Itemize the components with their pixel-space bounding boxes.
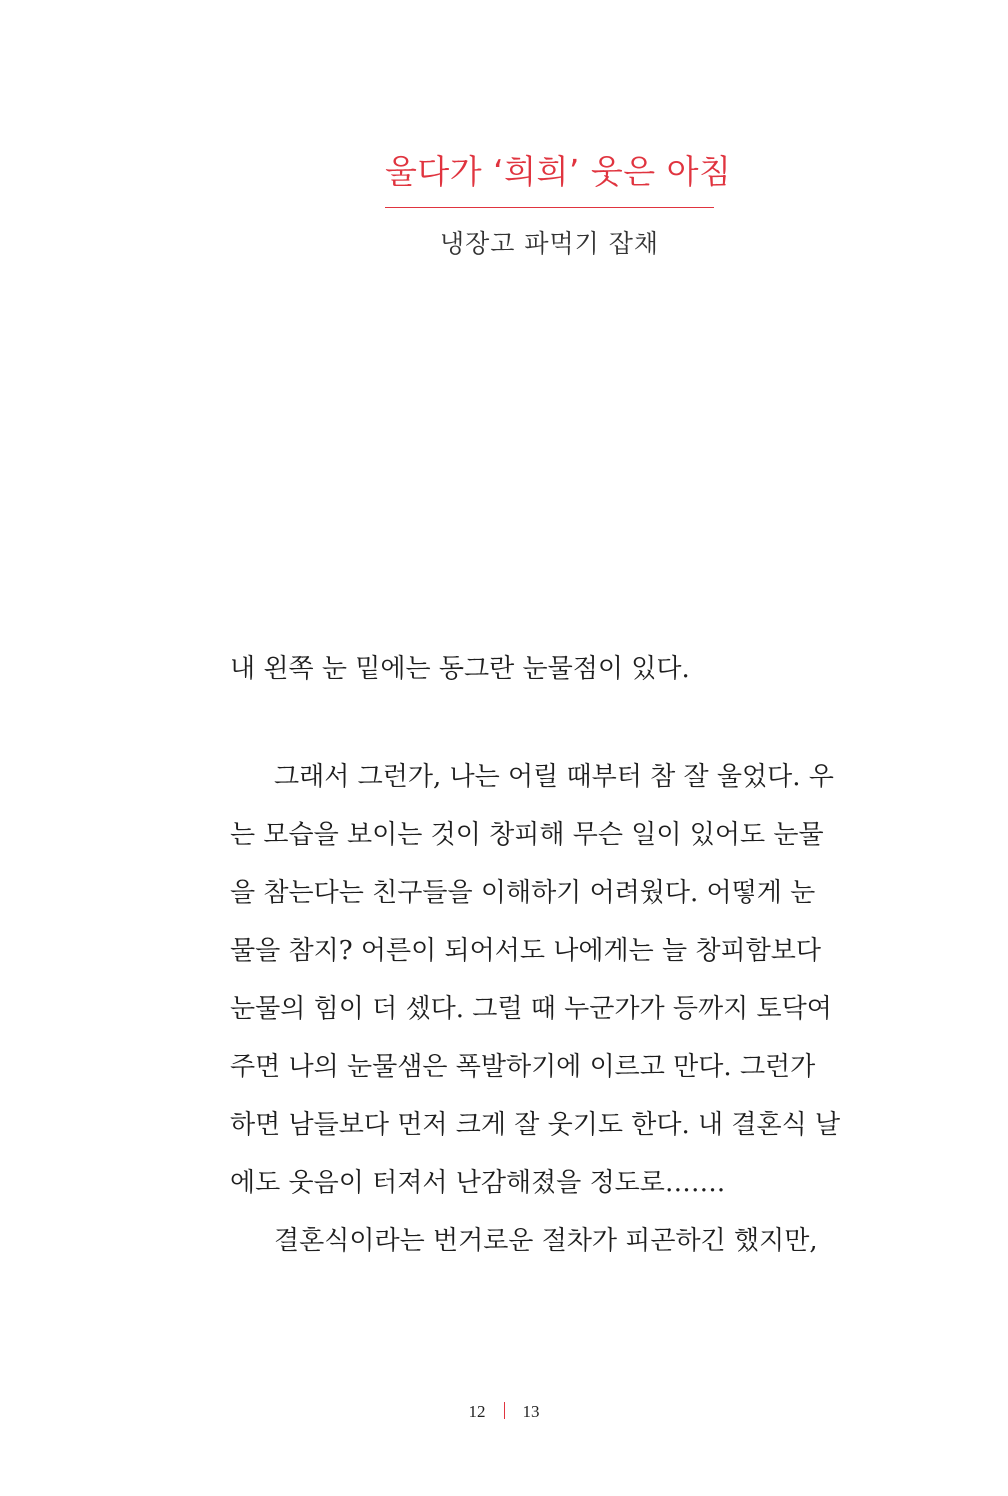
next-paragraph-line: 결혼식이라는 번거로운 절차가 피곤하긴 했지만, [274,1226,818,1256]
left-page-number: 12 [468,1402,486,1421]
chapter-title: 울다가 ‘희희’ 웃은 아침 [385,152,732,191]
chapter-heading [385,148,732,258]
title-divider [385,207,714,208]
folio-separator [504,1402,505,1419]
paragraph-line: 에도 웃음이 터져서 난감해졌을 정도로……. [230,1168,726,1198]
paragraph-line: 그래서 그런가, 나는 어릴 때부터 참 잘 울었다. 우 [274,762,834,792]
chapter-subtitle: 냉장고 파먹기 잡채 [439,229,660,258]
page-numbers [0,1400,1008,1424]
paragraph-line: 는 모습을 보이는 것이 창피해 무슨 일이 있어도 눈물 [230,820,824,850]
opening-paragraph [230,640,870,698]
paragraph-line: 주면 나의 눈물샘은 폭발하기에 이르고 만다. 그런가 [230,1052,816,1082]
right-page-number: 13 [522,1402,540,1421]
paragraph-line: 물을 참지? 어른이 되어서도 나에게는 늘 창피함보다 [230,936,821,966]
body-paragraph [230,748,870,1270]
paragraph-line: 하면 남들보다 먼저 크게 잘 웃기도 한다. 내 결혼식 날 [230,1110,841,1140]
opening-line: 내 왼쪽 눈 밑에는 동그란 눈물점이 있다. [230,654,690,684]
paragraph-line: 을 참는다는 친구들을 이해하기 어려웠다. 어떻게 눈 [230,878,816,908]
paragraph-line: 눈물의 힘이 더 셌다. 그럴 때 누군가가 등까지 토닥여 [230,994,832,1024]
